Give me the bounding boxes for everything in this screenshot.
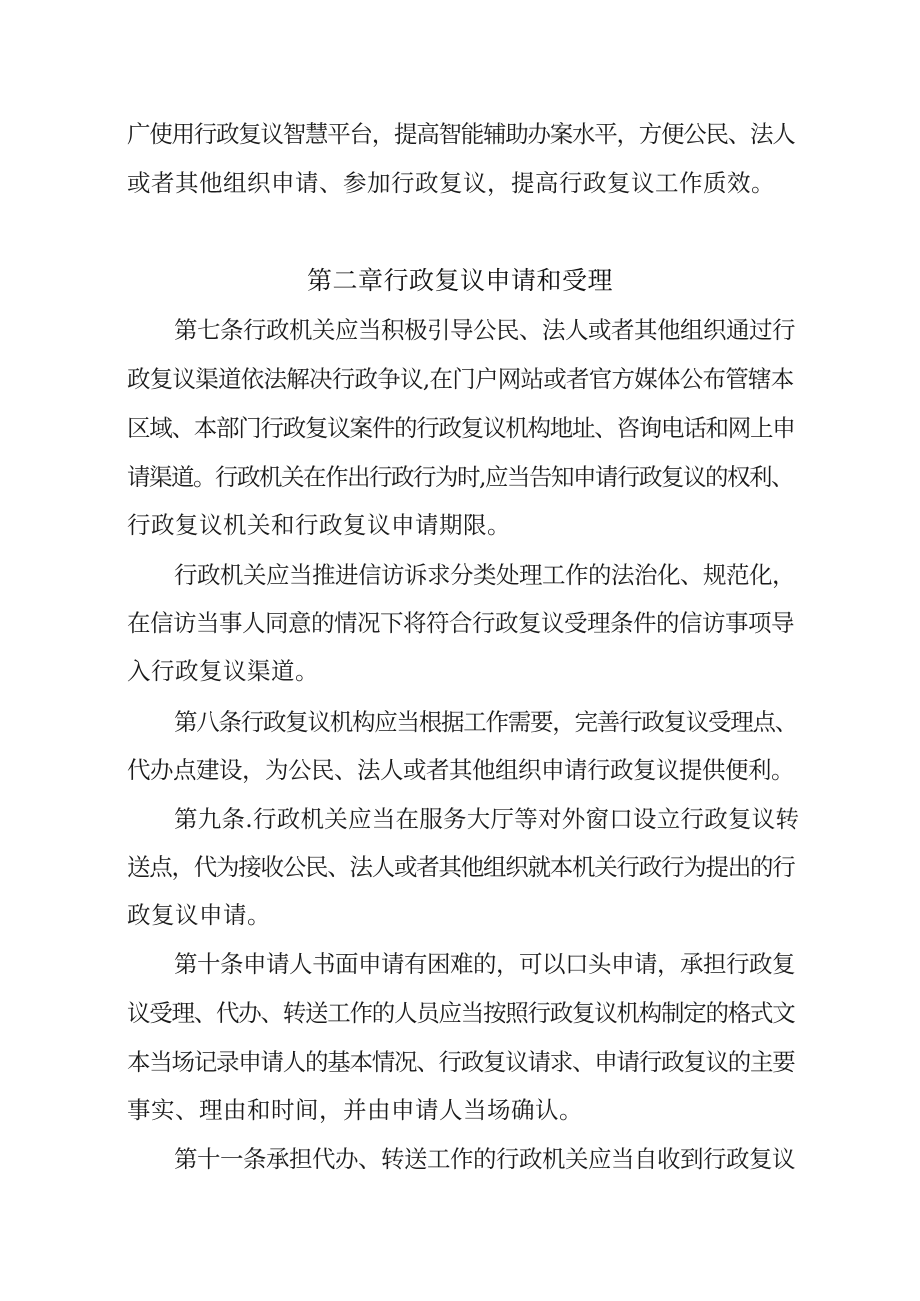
paragraph-line: 代办点建设，为公民、法人或者其他组织申请行政复议提供便利。 — [127, 756, 794, 784]
intro-line-1: 广使用行政复议智慧平台，提高智能辅助办案水平，方便公民、法人 — [127, 120, 795, 148]
paragraph-line: 议受理、代办、转送工作的人员应当按照行政复议机构制定的格式文 — [127, 999, 795, 1027]
paragraph-line: 送点，代为接收公民、法人或者其他组织就本机关行政行为提出的行 — [127, 853, 795, 881]
paragraph-line: 第十条申请人书面申请有困难的，可以口头申请，承担行政复 — [174, 950, 795, 978]
paragraph-line: 第十一条承担代办、转送工作的行政机关应当自收到行政复议 — [174, 1145, 795, 1173]
paragraph-line: 在信访当事人同意的情况下将符合行政复议受理条件的信访事项导 — [127, 609, 794, 637]
paragraph-line: 第七条行政机关应当积极引导公民、法人或者其他组织通过行 — [174, 316, 795, 344]
paragraph-line: 行政机关应当推进信访诉求分类处理工作的法治化、规范化， — [174, 561, 795, 589]
paragraph-line: 政复议渠道依法解决行政争议,在门户网站或者官方媒体公布管辖本 — [127, 365, 794, 393]
paragraph-line: 行政复议机关和行政复议申请期限。 — [127, 511, 511, 539]
paragraph-line: 第八条行政复议机构应当根据工作需要，完善行政复议受理点、 — [174, 708, 797, 736]
paragraph-line: 事实、理由和时间，并由申请人当场确认。 — [127, 1096, 583, 1124]
paragraph-line: 本当场记录申请人的基本情况、行政复议请求、申请行政复议的主要 — [127, 1048, 795, 1076]
paragraph-line: 请渠道。行政机关在作出行政行为时,应当告知申请行政复议的权利、 — [127, 463, 793, 491]
paragraph-line: 入行政复议渠道。 — [127, 657, 319, 685]
chapter-title: 第二章行政复议申请和受理 — [306, 266, 613, 295]
paragraph-line: 第九条.行政机关应当在服务大厅等对外窗口设立行政复议转 — [174, 805, 800, 833]
paragraph-line: 政复议申请。 — [127, 901, 271, 929]
intro-line-2: 或者其他组织申请、参加行政复议，提高行政复议工作质效。 — [127, 169, 775, 197]
paragraph-line: 区域、本部门行政复议案件的行政复议机构地址、咨询电话和网上申 — [127, 414, 795, 442]
